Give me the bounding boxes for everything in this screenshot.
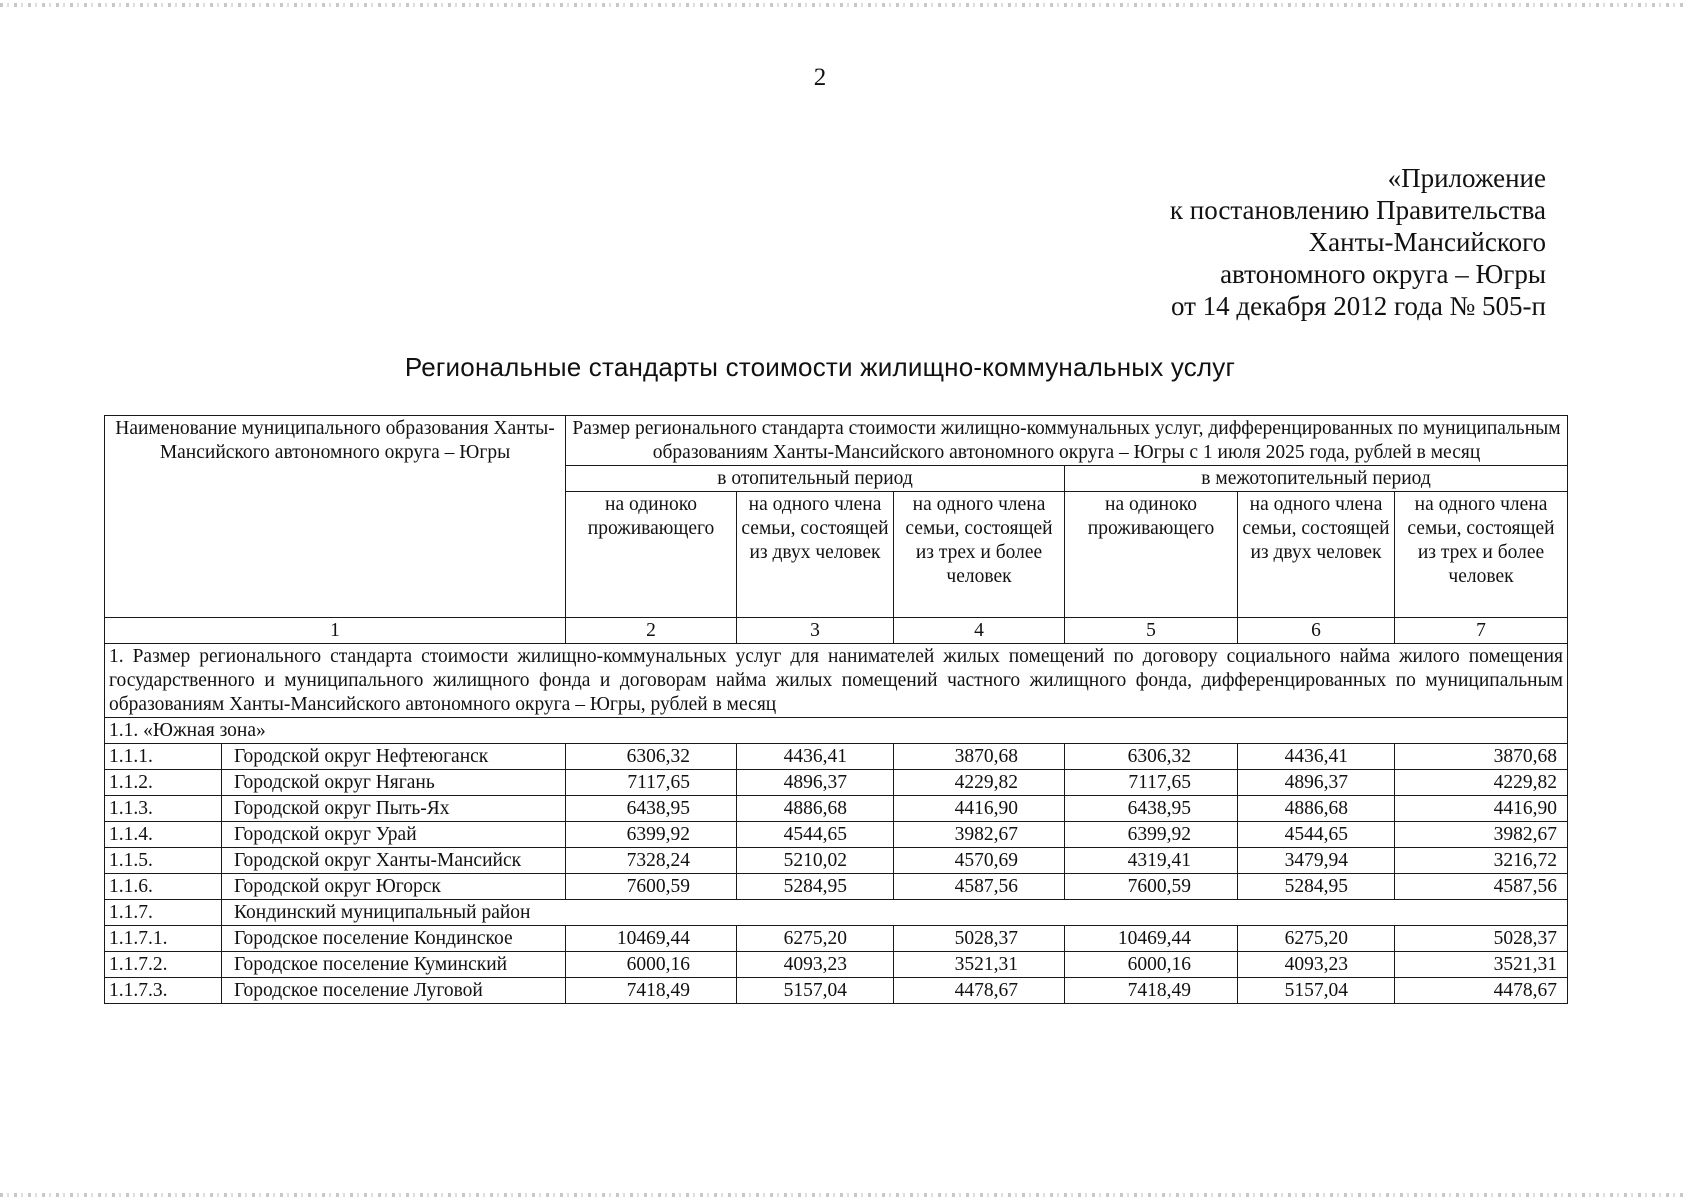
value-cell: 5028,37 <box>1395 926 1568 952</box>
value-cell: 3521,31 <box>894 952 1065 978</box>
header-sub-5: на одного члена семьи, состоящей из двух человек <box>1238 492 1395 618</box>
value-cell: 3982,67 <box>894 822 1065 848</box>
value-cell: 4896,37 <box>737 770 894 796</box>
value-cell: 6438,95 <box>1065 796 1238 822</box>
header-heating-period: в отопительный период <box>566 466 1065 492</box>
table-row <box>105 926 1568 952</box>
value-cell: 4544,65 <box>1238 822 1395 848</box>
row-code: 1.1.7.1. <box>105 926 222 952</box>
table-row <box>105 874 1568 900</box>
value-cell: 4570,69 <box>894 848 1065 874</box>
row-code: 1.1.7.3. <box>105 978 222 1004</box>
value-cell: 6438,95 <box>566 796 737 822</box>
value-cell: 5284,95 <box>737 874 894 900</box>
value-cell: 7600,59 <box>566 874 737 900</box>
value-cell: 7117,65 <box>1065 770 1238 796</box>
row-code: 1.1.6. <box>105 874 222 900</box>
table-row <box>105 900 1568 926</box>
value-cell: 4436,41 <box>737 744 894 770</box>
value-cell: 4229,82 <box>1395 770 1568 796</box>
data-rows <box>105 744 1568 1004</box>
column-number: 3 <box>737 618 894 644</box>
value-cell: 4587,56 <box>1395 874 1568 900</box>
value-cell: 4478,67 <box>894 978 1065 1004</box>
municipality-name: Городской округ Урай <box>222 822 566 848</box>
municipality-name: Городской округ Нефтеюганск <box>222 744 566 770</box>
table-row <box>105 978 1568 1004</box>
scan-edge-bottom <box>0 1193 1686 1197</box>
value-cell: 6306,32 <box>566 744 737 770</box>
value-cell: 3216,72 <box>1395 848 1568 874</box>
header-row-1 <box>105 416 1568 466</box>
table-row <box>105 744 1568 770</box>
value-cell: 4093,23 <box>737 952 894 978</box>
appendix-line: «Приложение <box>1387 163 1546 193</box>
document-title: Региональные стандарты стоимости жилищно-коммунальных услуг <box>404 352 1236 382</box>
municipality-name: Городской округ Нягань <box>222 770 566 796</box>
header-sub-3: на одного члена семьи, состоящей из трех и более человек <box>894 492 1065 618</box>
municipality-name: Городской округ Пыть-Ях <box>222 796 566 822</box>
value-cell: 10469,44 <box>566 926 737 952</box>
value-cell: 3870,68 <box>1395 744 1568 770</box>
value-cell: 4886,68 <box>737 796 894 822</box>
header-sub-6: на одного члена семьи, состоящей из трех и более человек <box>1395 492 1568 618</box>
column-number: 4 <box>894 618 1065 644</box>
column-number-row <box>105 618 1568 644</box>
table-row <box>105 848 1568 874</box>
municipality-name: Городское поселение Куминский <box>222 952 566 978</box>
value-cell: 7117,65 <box>566 770 737 796</box>
value-cell: 5157,04 <box>737 978 894 1004</box>
municipality-name: Городское поселение Кондинское <box>222 926 566 952</box>
value-cell: 6275,20 <box>1238 926 1395 952</box>
table-row <box>105 952 1568 978</box>
row-code: 1.1.3. <box>105 796 222 822</box>
value-cell: 3479,94 <box>1238 848 1395 874</box>
appendix-line: к постановлению Правительства <box>1169 195 1546 225</box>
municipality-name: Кондинский муниципальный район <box>222 900 1568 926</box>
section-1-heading: 1. Размер регионального стандарта стоимости жилищно-коммунальных услуг для нанимателей жилых помещений по договору социального найма жилого помещения государственного и муниципального жилищного фонда и договорам найма жилых помещений частного жилищного фонда, дифференцированных по муниципальным образованиям Ханты-Мансийского автономного округа – Югры, рублей в месяц <box>105 644 1568 718</box>
section-row <box>105 644 1568 718</box>
municipality-name: Городской округ Ханты-Мансийск <box>222 848 566 874</box>
value-cell: 4416,90 <box>1395 796 1568 822</box>
value-cell: 6399,92 <box>566 822 737 848</box>
row-code: 1.1.7.2. <box>105 952 222 978</box>
table-row <box>105 770 1568 796</box>
value-cell: 4093,23 <box>1238 952 1395 978</box>
value-cell: 5157,04 <box>1238 978 1395 1004</box>
value-cell: 4544,65 <box>737 822 894 848</box>
column-number: 6 <box>1238 618 1395 644</box>
value-cell: 6306,32 <box>1065 744 1238 770</box>
value-cell: 3521,31 <box>1395 952 1568 978</box>
header-sub-1: на одиноко проживающего <box>566 492 737 618</box>
municipality-name: Городской округ Югорск <box>222 874 566 900</box>
standards-table <box>104 415 1568 1004</box>
zone-heading: 1.1. «Южная зона» <box>105 718 1568 744</box>
column-number: 7 <box>1395 618 1568 644</box>
appendix-line: от 14 декабря 2012 года № 505-п <box>1170 291 1546 321</box>
row-code: 1.1.4. <box>105 822 222 848</box>
zone-row <box>105 718 1568 744</box>
appendix-line: Ханты-Мансийского <box>1308 227 1546 257</box>
value-cell: 5210,02 <box>737 848 894 874</box>
value-cell: 4587,56 <box>894 874 1065 900</box>
row-code: 1.1.2. <box>105 770 222 796</box>
value-cell: 7328,24 <box>566 848 737 874</box>
table-row <box>105 822 1568 848</box>
value-cell: 5284,95 <box>1238 874 1395 900</box>
value-cell: 6275,20 <box>737 926 894 952</box>
row-code: 1.1.7. <box>105 900 222 926</box>
header-sub-2: на одного члена семьи, состоящей из двух человек <box>737 492 894 618</box>
value-cell: 3870,68 <box>894 744 1065 770</box>
value-cell: 4436,41 <box>1238 744 1395 770</box>
header-size-column: Размер регионального стандарта стоимости жилищно-коммунальных услуг, дифференцированных по муниципальным образованиям Ханты-Мансийского автономного округа – Югры с 1 июля 2025 года, рублей в месяц <box>566 416 1568 466</box>
value-cell: 5028,37 <box>894 926 1065 952</box>
value-cell: 6000,16 <box>1065 952 1238 978</box>
header-name-column: Наименование муниципального образования Ханты-Мансийского автономного округа – Югры <box>105 416 566 618</box>
value-cell: 10469,44 <box>1065 926 1238 952</box>
column-number: 5 <box>1065 618 1238 644</box>
row-code: 1.1.5. <box>105 848 222 874</box>
value-cell: 3982,67 <box>1395 822 1568 848</box>
row-code: 1.1.1. <box>105 744 222 770</box>
value-cell: 6000,16 <box>566 952 737 978</box>
column-number: 1 <box>105 618 566 644</box>
header-sub-4: на одиноко проживающего <box>1065 492 1238 618</box>
scan-edge-top <box>0 3 1686 7</box>
value-cell: 4416,90 <box>894 796 1065 822</box>
value-cell: 7418,49 <box>566 978 737 1004</box>
header-nonheating-period: в межотопительный период <box>1065 466 1568 492</box>
value-cell: 4319,41 <box>1065 848 1238 874</box>
appendix-line: автономного округа – Югры <box>1220 259 1546 289</box>
column-number: 2 <box>566 618 737 644</box>
value-cell: 4896,37 <box>1238 770 1395 796</box>
appendix-block <box>1170 162 1546 322</box>
value-cell: 7600,59 <box>1065 874 1238 900</box>
page-number: 2 <box>813 64 827 91</box>
municipality-name: Городское поселение Луговой <box>222 978 566 1004</box>
value-cell: 7418,49 <box>1065 978 1238 1004</box>
value-cell: 4229,82 <box>894 770 1065 796</box>
value-cell: 6399,92 <box>1065 822 1238 848</box>
table-row <box>105 796 1568 822</box>
value-cell: 4478,67 <box>1395 978 1568 1004</box>
value-cell: 4886,68 <box>1238 796 1395 822</box>
